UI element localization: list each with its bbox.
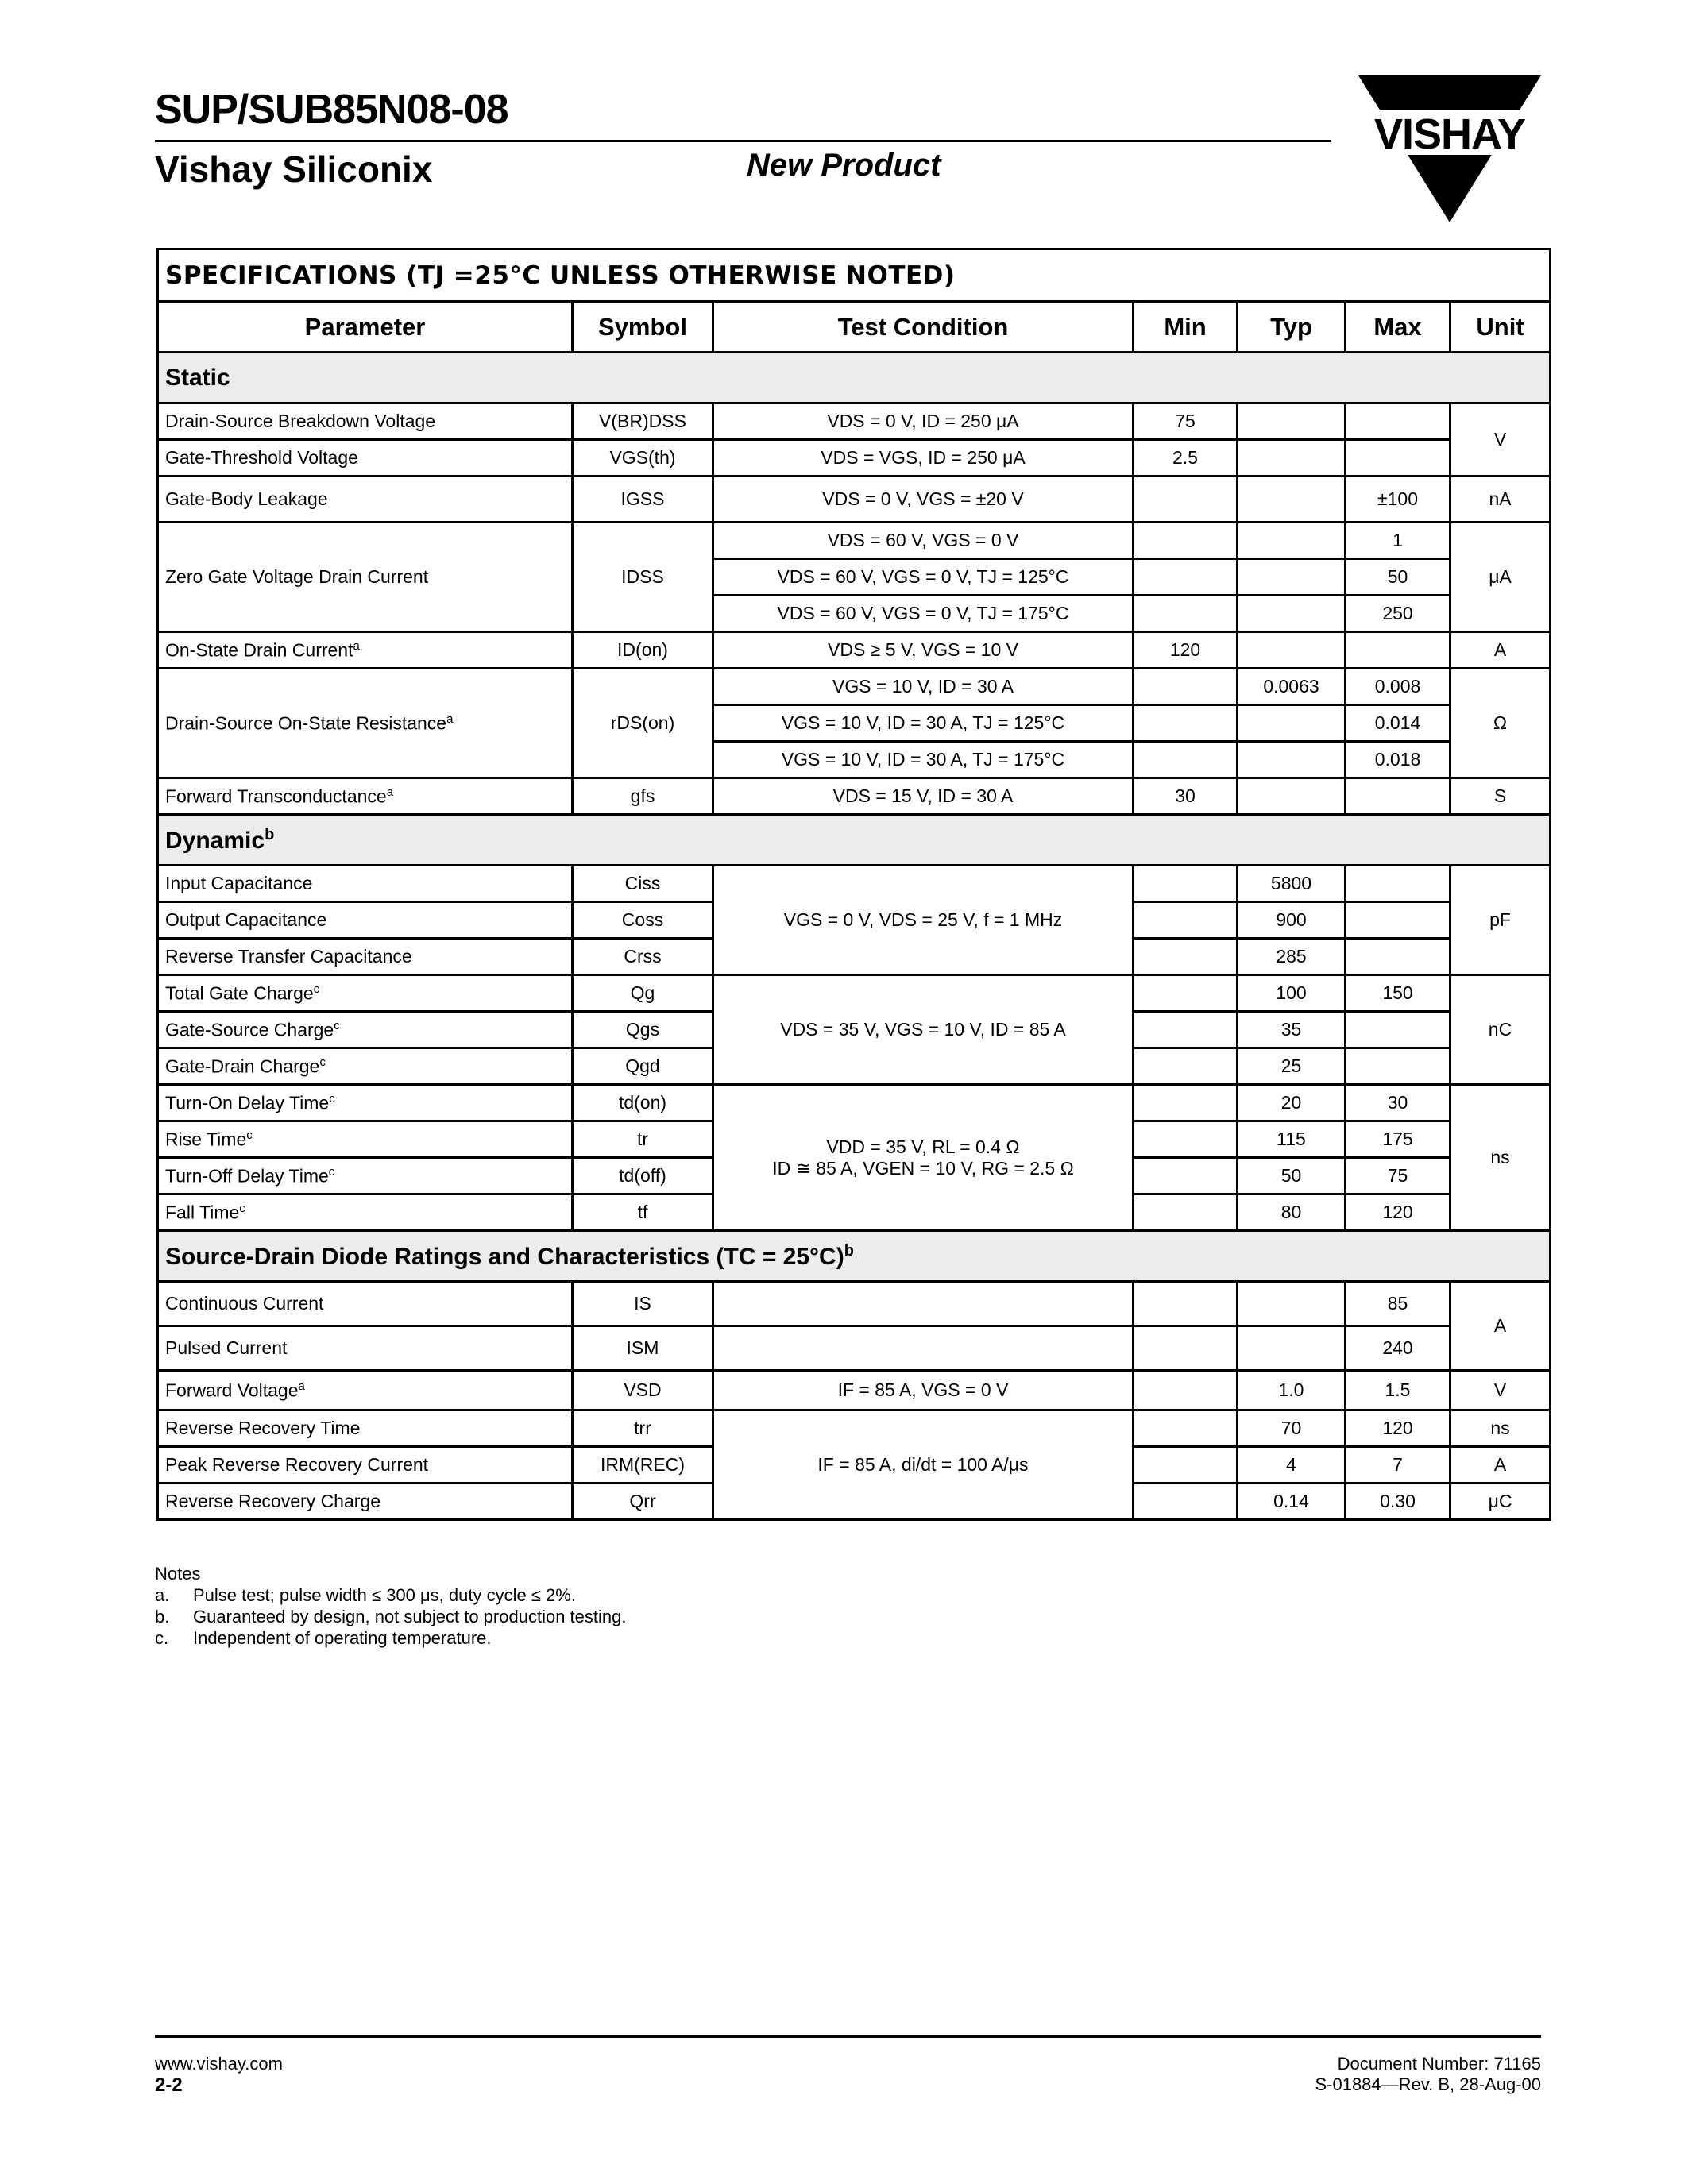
section-static: Static (158, 353, 1551, 403)
svg-text:VISHAY: VISHAY (1373, 110, 1526, 158)
table-row: Forward Voltage$^a$ VSD IF = 85 A, VGS = 0 V 1.0 1.5 V (158, 1371, 1551, 1410)
table-row: On-State Drain Current$^a$ ID(on) VDS ≥ 5 V, VGS = 10 V 120 A (158, 632, 1551, 669)
notes-heading: Notes (155, 1564, 201, 1584)
col-unit: Unit (1450, 302, 1551, 353)
unit-cell: V (1450, 403, 1551, 477)
page-number: 2-2 (155, 2074, 183, 2096)
col-parameter: Parameter (158, 302, 573, 353)
footer-rule (155, 2035, 1541, 2038)
section-dynamic: Dynamic$^b$ (158, 815, 1551, 866)
table-row: VDS = 60 V, VGS = 0 V, TJ = 125°C 50 (158, 559, 1551, 596)
table-row: Input Capacitance Ciss VGS = 0 V, VDS = 25 V, f = 1 MHz 5800 pF (158, 866, 1551, 902)
table-row: Gate-Drain Charge$^c$ Qgd 25 (158, 1048, 1551, 1085)
table-row: Gate-Source Charge$^c$ Qgs 35 (158, 1012, 1551, 1048)
table-row: Drain-Source Breakdown Voltage V(BR)DSS VDS = 0 V, ID = 250 μA 75 V (158, 403, 1551, 440)
col-typ: Typ (1238, 302, 1346, 353)
column-header-row (158, 302, 1551, 353)
note-item: a. Pulse test; pulse width ≤ 300 μs, duty cycle ≤ 2%. (155, 1585, 576, 1605)
table-row: Turn-On Delay Time$^c$ td(on) VDD = 35 V, RL = 0.4 Ω ID ≅ 85 A, VGEN = 10 V, RG = 2.5 Ω 20 30 ns (158, 1085, 1551, 1121)
table-row: Rise Time$^c$ tr 115 175 (158, 1121, 1551, 1158)
notes (155, 1563, 626, 1649)
part-number-title: SUP/SUB85N08-08 (155, 87, 508, 133)
table-title: SPECIFICATIONS (TJ =25°C UNLESS OTHERWISE NOTED) (158, 249, 1551, 302)
table-row: VGS = 10 V, ID = 30 A, TJ = 125°C 0.014 (158, 705, 1551, 742)
table-row: Forward Transconductance$^a$ gfs VDS = 15 V, ID = 30 A 30 S (158, 778, 1551, 815)
section-diode: Source-Drain Diode Ratings and Characteristics (TC = 25°C)$^b$ (158, 1231, 1551, 1282)
table-row: Gate-Threshold Voltage VGS(th) VDS = VGS, ID = 250 μA 2.5 (158, 440, 1551, 477)
col-min: Min (1134, 302, 1238, 353)
company-name: Vishay Siliconix (155, 149, 433, 190)
table-row: Reverse Transfer Capacitance Crss 285 (158, 939, 1551, 975)
table-row: Reverse Recovery Charge Qrr 0.14 0.30 μC (158, 1484, 1551, 1520)
table-row: Output Capacitance Coss 900 (158, 902, 1551, 939)
note-item: b. Guaranteed by design, not subject to production testing. (155, 1607, 627, 1626)
vishay-logo (1358, 75, 1541, 222)
col-max: Max (1346, 302, 1450, 353)
table-row: VDS = 60 V, VGS = 0 V, TJ = 175°C 250 (158, 596, 1551, 632)
footer-url[interactable]: www.vishay.com (155, 2054, 283, 2074)
product-status: New Product (747, 148, 941, 183)
table-row: VGS = 10 V, ID = 30 A, TJ = 175°C 0.018 (158, 742, 1551, 778)
table-row: Gate-Body Leakage IGSS VDS = 0 V, VGS = ±20 V ±100 nA (158, 477, 1551, 523)
header-rule (155, 140, 1331, 142)
col-symbol: Symbol (573, 302, 713, 353)
table-row: Peak Reverse Recovery Current IRM(REC) 4 7 A (158, 1447, 1551, 1484)
table-row: Total Gate Charge$^c$ Qg VDS = 35 V, VGS = 10 V, ID = 85 A 100 150 nC (158, 975, 1551, 1012)
col-test-condition: Test Condition (713, 302, 1134, 353)
specifications-table (156, 248, 1551, 1521)
table-row: Fall Time$^c$ tf 80 120 (158, 1194, 1551, 1231)
table-row: Zero Gate Voltage Drain Current IDSS VDS = 60 V, VGS = 0 V 1 μA (158, 523, 1551, 559)
table-row: Reverse Recovery Time trr IF = 85 A, di/dt = 100 A/μs 70 120 ns (158, 1410, 1551, 1447)
revision-info: S-01884—Rev. B, 28-Aug-00 (1315, 2074, 1541, 2094)
table-row: Pulsed Current ISM 240 (158, 1326, 1551, 1371)
table-row: Turn-Off Delay Time$^c$ td(off) 50 75 (158, 1158, 1551, 1194)
document-number: Document Number: 71165 (1337, 2054, 1541, 2074)
table-row: Continuous Current IS 85 A (158, 1282, 1551, 1326)
note-item: c. Independent of operating temperature. (155, 1628, 492, 1648)
table-row: Drain-Source On-State Resistance$^a$ rDS(on) VGS = 10 V, ID = 30 A 0.0063 0.008 Ω (158, 669, 1551, 705)
